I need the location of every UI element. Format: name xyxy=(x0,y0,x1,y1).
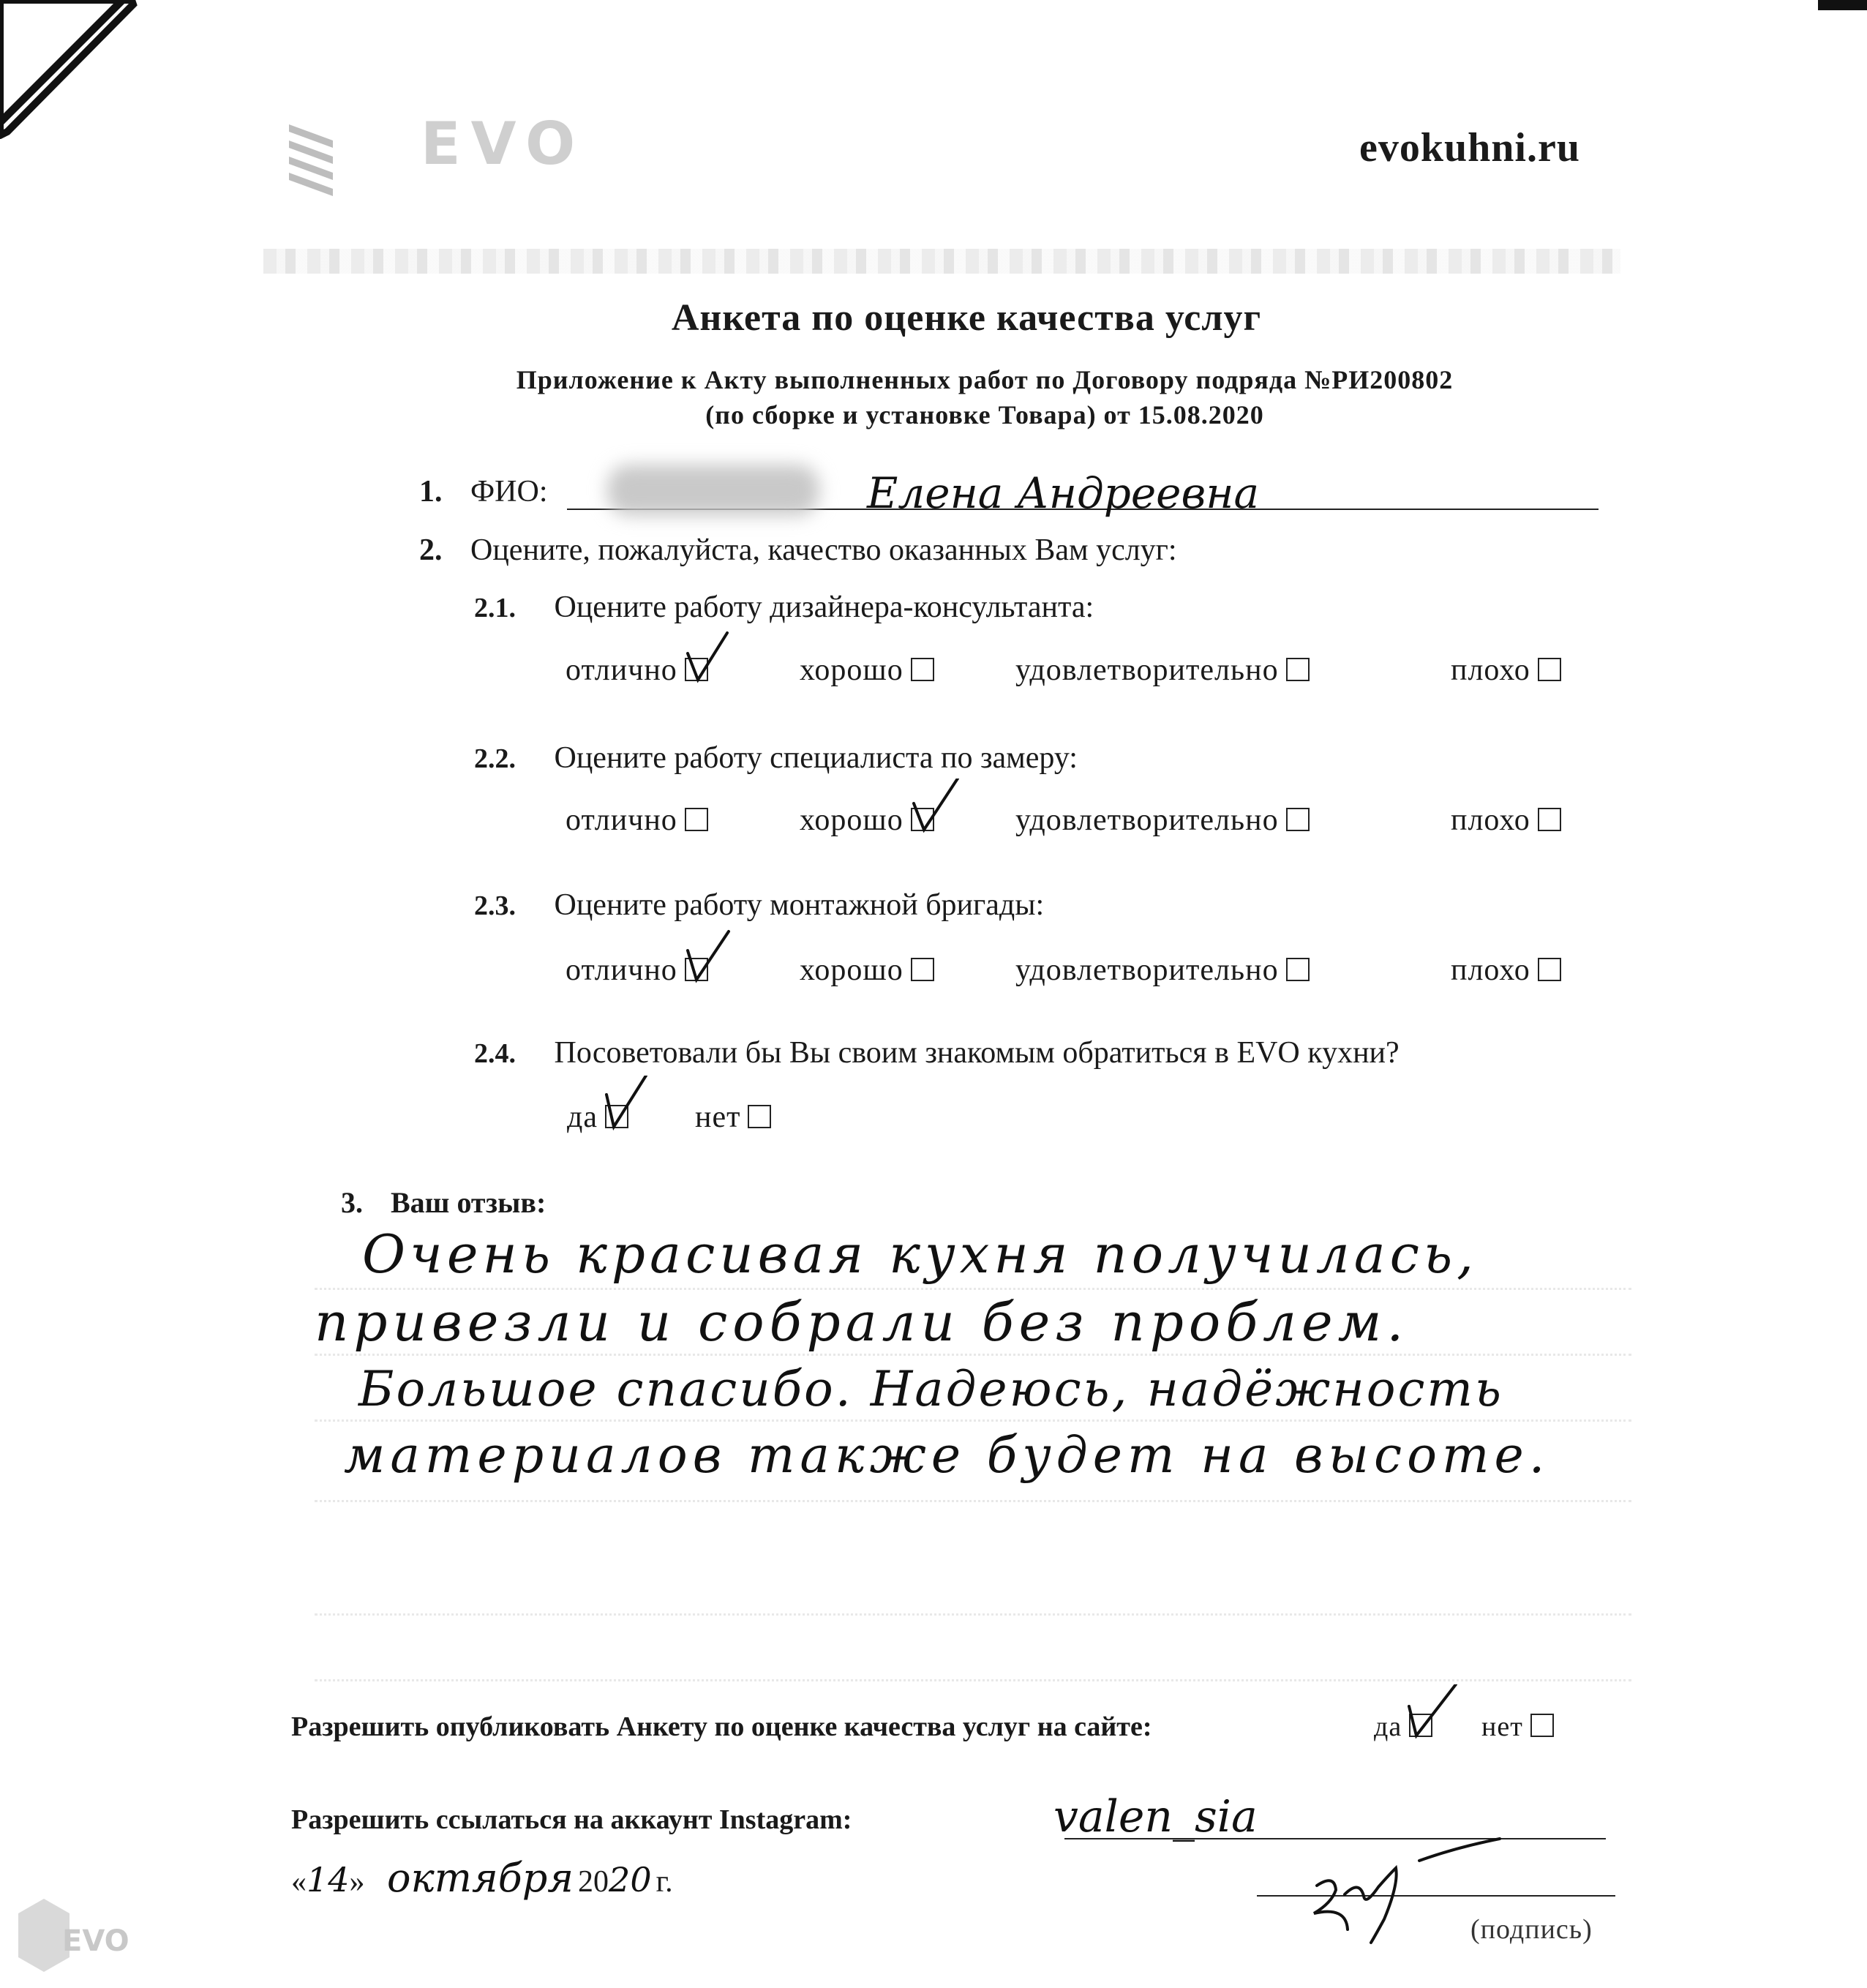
section-2-2-label: Оцените работу специалиста по замеру: xyxy=(554,741,1078,775)
review-guide-line xyxy=(315,1613,1631,1616)
option-2-2-khorosho[interactable] xyxy=(800,803,934,838)
q1-label: ФИО: xyxy=(470,475,548,509)
review-line-2: привезли и собрали без проблем. xyxy=(315,1291,1409,1353)
option-label: нет xyxy=(695,1100,741,1134)
check-mark-icon xyxy=(682,929,733,986)
check-mark-icon xyxy=(602,1076,653,1133)
option-label: хорошо xyxy=(800,953,904,987)
checkbox[interactable] xyxy=(911,958,934,981)
scan-noise-band xyxy=(263,249,1620,274)
review-guide-line xyxy=(315,1354,1631,1356)
option-2-4-no[interactable] xyxy=(695,1100,771,1135)
checkbox[interactable] xyxy=(1286,808,1310,831)
q2-number: 2. xyxy=(419,533,443,567)
checkbox[interactable] xyxy=(685,808,708,831)
review-guide-line xyxy=(315,1679,1631,1681)
page-corner-fold xyxy=(0,0,139,139)
evo-logo: EVO xyxy=(421,110,586,178)
option-2-1-khorosho[interactable] xyxy=(800,653,934,688)
checkbox-checked[interactable] xyxy=(911,808,934,831)
date-month[interactable]: октября xyxy=(387,1855,574,1901)
publish-permission-label: Разрешить опубликовать Анкету по оценке качества услуг на сайте: xyxy=(291,1711,1152,1742)
q2-label: Оцените, пожалуйста, качество оказанных Вам услуг: xyxy=(470,533,1177,567)
date-day[interactable]: 14 xyxy=(307,1860,350,1899)
section-2-4-number: 2.4. xyxy=(474,1038,516,1069)
review-line-1: Очень красивая кухня получилась, xyxy=(362,1223,1479,1285)
checkbox-checked[interactable] xyxy=(685,958,708,981)
checkbox[interactable] xyxy=(1538,958,1561,981)
option-label: удовлетворительно xyxy=(1015,953,1279,987)
option-2-3-plokho[interactable] xyxy=(1451,953,1561,988)
checkbox[interactable] xyxy=(1538,808,1561,831)
option-label: плохо xyxy=(1451,803,1530,837)
checkbox[interactable] xyxy=(1530,1714,1554,1737)
subtitle-line-1: Приложение к Акту выполненных работ по Договору подряда №РИ200802 xyxy=(516,365,1454,394)
section-2-3-label: Оцените работу монтажной бригады: xyxy=(554,888,1045,922)
q1-number: 1. xyxy=(419,475,443,509)
section-2-1-row xyxy=(474,590,1094,625)
option-2-1-plokho[interactable] xyxy=(1451,653,1561,688)
option-label: плохо xyxy=(1451,653,1530,687)
option-2-3-otlichno[interactable] xyxy=(566,953,708,988)
date-close-quote: » xyxy=(349,1865,365,1899)
option-2-4-yes[interactable] xyxy=(567,1100,628,1135)
review-line-3: Большое спасибо. Надеюсь, надёжность xyxy=(358,1361,1503,1417)
option-2-2-plokho[interactable] xyxy=(1451,803,1561,838)
evo-stripes-icon xyxy=(289,124,340,205)
q3-number: 3. xyxy=(341,1186,363,1219)
section-2-1-label: Оцените работу дизайнера-консультанта: xyxy=(554,590,1094,624)
option-label: хорошо xyxy=(800,653,904,687)
checkbox[interactable] xyxy=(1538,658,1561,681)
section-2-4-label: Посоветовали бы Вы своим знакомым обратиться в EVO кухни? xyxy=(554,1036,1400,1070)
evo-watermark: EVO xyxy=(62,1924,129,1958)
option-label: хорошо xyxy=(800,803,904,837)
option-2-2-udovl[interactable] xyxy=(1015,803,1310,838)
page-title: Анкета по оценке качества услуг xyxy=(671,297,1262,339)
instagram-permission-label: Разрешить ссылаться на аккаунт Instagram: xyxy=(291,1804,852,1835)
date-open-quote: « xyxy=(291,1865,307,1899)
q2-row xyxy=(419,533,1177,568)
option-2-3-udovl[interactable] xyxy=(1015,953,1310,988)
date-year-suffix[interactable]: 20 xyxy=(609,1860,652,1899)
review-guide-line xyxy=(315,1500,1631,1502)
checkbox-checked[interactable] xyxy=(605,1105,628,1128)
section-2-3-row xyxy=(474,888,1044,923)
checkbox[interactable] xyxy=(1286,958,1310,981)
option-2-1-udovl[interactable] xyxy=(1015,653,1310,688)
option-label: отлично xyxy=(566,803,677,837)
section-2-4-row xyxy=(474,1035,1400,1070)
option-2-1-otlichno[interactable] xyxy=(566,653,708,688)
option-label: плохо xyxy=(1451,953,1530,987)
date-year-label: г. xyxy=(655,1865,673,1899)
subtitle-line-2: (по сборке и установке Товара) от 15.08.2020 xyxy=(705,400,1264,430)
check-mark-icon xyxy=(682,629,733,686)
check-mark-icon xyxy=(1406,1684,1457,1741)
option-label: удовлетворительно xyxy=(1015,653,1279,687)
publish-yes[interactable] xyxy=(1374,1711,1432,1743)
corner-mark-top-right xyxy=(1818,0,1867,10)
check-mark-icon xyxy=(908,779,959,836)
option-label: отлично xyxy=(566,653,677,687)
section-2-3-number: 2.3. xyxy=(474,890,516,921)
checkbox[interactable] xyxy=(748,1105,771,1128)
checkbox-checked[interactable] xyxy=(1409,1714,1432,1737)
section-2-2-row xyxy=(474,740,1078,776)
review-guide-line xyxy=(315,1288,1631,1290)
checkbox[interactable] xyxy=(911,658,934,681)
q3-row xyxy=(341,1185,546,1220)
section-2-1-number: 2.1. xyxy=(474,593,516,623)
option-label: отлично xyxy=(566,953,677,987)
option-2-3-khorosho[interactable] xyxy=(800,953,934,988)
redacted-surname xyxy=(607,465,819,516)
option-label: да xyxy=(1374,1711,1402,1742)
section-2-2-number: 2.2. xyxy=(474,743,516,774)
q1-row xyxy=(419,474,548,509)
instagram-handle[interactable]: valen_sia xyxy=(1053,1791,1258,1842)
option-label: да xyxy=(567,1100,598,1134)
site-url: evokuhni.ru xyxy=(1359,125,1580,170)
publish-no[interactable] xyxy=(1481,1711,1554,1743)
option-2-2-otlichno[interactable] xyxy=(566,803,708,838)
signature-caption: (подпись) xyxy=(1470,1914,1593,1945)
date-year-prefix: 20 xyxy=(578,1865,609,1899)
checkbox-checked[interactable] xyxy=(685,658,708,681)
option-label: удовлетворительно xyxy=(1015,803,1279,837)
review-line-4: материалов также будет на высоте. xyxy=(344,1427,1550,1485)
option-label: нет xyxy=(1481,1711,1523,1742)
review-guide-line xyxy=(315,1419,1631,1422)
q3-label: Ваш отзыв: xyxy=(391,1186,546,1219)
q1-name-handwritten[interactable]: Елена Андреевна xyxy=(867,468,1260,518)
checkbox[interactable] xyxy=(1286,658,1310,681)
date-row xyxy=(291,1855,673,1901)
